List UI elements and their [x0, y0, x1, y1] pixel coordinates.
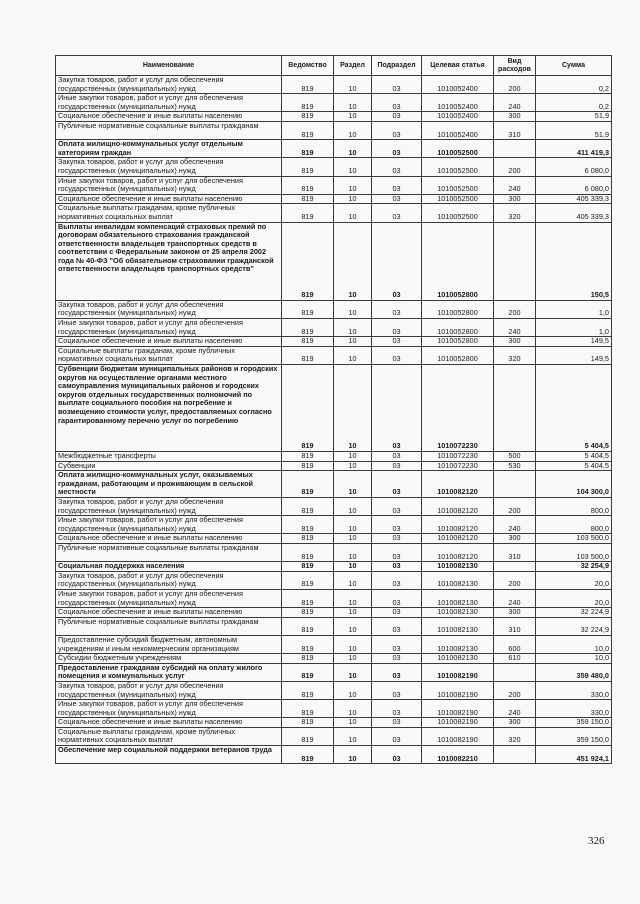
row-target-item: 1010082120	[422, 516, 494, 534]
row-sum: 5 404,5	[536, 365, 612, 452]
row-expense-type: 320	[494, 727, 536, 745]
row-sum: 1,0	[536, 300, 612, 318]
row-subsection: 03	[372, 300, 422, 318]
row-department: 819	[282, 498, 334, 516]
table-row	[56, 534, 612, 544]
row-target-item: 1010082210	[422, 746, 494, 764]
row-expense-type: 300	[494, 718, 536, 728]
row-section: 10	[334, 76, 372, 94]
row-target-item: 1010082130	[422, 617, 494, 635]
row-subsection: 03	[372, 337, 422, 347]
row-sum: 5 404,5	[536, 452, 612, 462]
row-sum: 330,0	[536, 700, 612, 718]
row-department: 819	[282, 140, 334, 158]
row-target-item: 1010052500	[422, 158, 494, 176]
row-sum: 451 924,1	[536, 746, 612, 764]
table-row	[56, 663, 612, 681]
row-department: 819	[282, 663, 334, 681]
row-target-item: 1010072230	[422, 461, 494, 471]
row-name: Закупка товаров, работ и услуг для обеспечения государственных (муниципальных) нужд	[56, 571, 282, 589]
row-sum: 103 500,0	[536, 534, 612, 544]
row-expense-type: 240	[494, 589, 536, 607]
row-name: Закупка товаров, работ и услуг для обеспечения государственных (муниципальных) нужд	[56, 498, 282, 516]
row-name: Субвенции бюджетам муниципальных районов и городских округов на осуществление органами местного самоуправления муниципальных районов и городских округов отдельных государственных полномочий по выплате социального пособия на погребение и возмещению стоимости услуг, предоставляемых согласно гарантированному перечню услуг по погребению	[56, 365, 282, 452]
row-subsection: 03	[372, 718, 422, 728]
row-sum: 0,2	[536, 76, 612, 94]
row-name: Социальное обеспечение и иные выплаты населению	[56, 608, 282, 618]
row-sum: 330,0	[536, 681, 612, 699]
row-sum: 149,5	[536, 337, 612, 347]
header-expense-type: Вид расходов	[494, 56, 536, 76]
row-section: 10	[334, 498, 372, 516]
table-row	[56, 700, 612, 718]
row-subsection: 03	[372, 589, 422, 607]
row-expense-type: 610	[494, 654, 536, 664]
row-section: 10	[334, 471, 372, 498]
table-row	[56, 461, 612, 471]
row-subsection: 03	[372, 452, 422, 462]
table-row	[56, 727, 612, 745]
row-expense-type: 200	[494, 76, 536, 94]
row-subsection: 03	[372, 121, 422, 139]
row-expense-type: 310	[494, 617, 536, 635]
row-sum: 20,0	[536, 571, 612, 589]
table-row	[56, 746, 612, 764]
row-subsection: 03	[372, 471, 422, 498]
row-section: 10	[334, 617, 372, 635]
row-target-item: 1010082130	[422, 562, 494, 572]
row-subsection: 03	[372, 746, 422, 764]
row-name: Публичные нормативные социальные выплаты гражданам	[56, 617, 282, 635]
row-subsection: 03	[372, 516, 422, 534]
row-target-item: 1010052400	[422, 94, 494, 112]
row-section: 10	[334, 461, 372, 471]
row-subsection: 03	[372, 562, 422, 572]
page-number: 326	[588, 835, 605, 847]
row-subsection: 03	[372, 365, 422, 452]
row-target-item: 1010082130	[422, 589, 494, 607]
row-sum: 103 500,0	[536, 544, 612, 562]
row-expense-type	[494, 471, 536, 498]
row-name: Оплата жилищно-коммунальных услуг, оказываемых гражданам, работающим и проживающим в сельской местности	[56, 471, 282, 498]
row-sum: 5 404,5	[536, 461, 612, 471]
row-subsection: 03	[372, 654, 422, 664]
row-department: 819	[282, 112, 334, 122]
row-sum: 800,0	[536, 498, 612, 516]
row-target-item: 1010072230	[422, 452, 494, 462]
table-row	[56, 452, 612, 462]
row-expense-type: 200	[494, 300, 536, 318]
row-expense-type: 240	[494, 176, 536, 194]
row-section: 10	[334, 158, 372, 176]
row-subsection: 03	[372, 544, 422, 562]
row-subsection: 03	[372, 346, 422, 364]
row-subsection: 03	[372, 319, 422, 337]
row-section: 10	[334, 346, 372, 364]
row-department: 819	[282, 121, 334, 139]
row-subsection: 03	[372, 222, 422, 300]
row-subsection: 03	[372, 617, 422, 635]
row-name: Социальное обеспечение и иные выплаты населению	[56, 337, 282, 347]
row-section: 10	[334, 140, 372, 158]
table-row	[56, 319, 612, 337]
table-header-row	[56, 56, 612, 76]
header-target-item: Целевая статья	[422, 56, 494, 76]
row-subsection: 03	[372, 140, 422, 158]
row-target-item: 1010072230	[422, 365, 494, 452]
row-section: 10	[334, 663, 372, 681]
row-subsection: 03	[372, 194, 422, 204]
row-expense-type: 500	[494, 452, 536, 462]
row-sum: 51,9	[536, 112, 612, 122]
row-expense-type: 300	[494, 608, 536, 618]
row-expense-type: 310	[494, 544, 536, 562]
row-section: 10	[334, 534, 372, 544]
row-department: 819	[282, 516, 334, 534]
row-target-item: 1010082190	[422, 663, 494, 681]
row-section: 10	[334, 319, 372, 337]
row-department: 819	[282, 617, 334, 635]
row-department: 819	[282, 635, 334, 653]
row-sum: 411 419,3	[536, 140, 612, 158]
row-name: Иные закупки товаров, работ и услуг для обеспечения государственных (муниципальных) нужд	[56, 176, 282, 194]
row-sum: 32 224,9	[536, 617, 612, 635]
row-target-item: 1010052500	[422, 194, 494, 204]
row-name: Социальное обеспечение и иные выплаты населению	[56, 534, 282, 544]
table-row	[56, 471, 612, 498]
row-department: 819	[282, 365, 334, 452]
row-sum: 6 080,0	[536, 176, 612, 194]
row-department: 819	[282, 700, 334, 718]
row-target-item: 1010082130	[422, 608, 494, 618]
row-sum: 800,0	[536, 516, 612, 534]
row-name: Предоставление гражданам субсидий на оплату жилого помещения и коммунальных услуг	[56, 663, 282, 681]
row-section: 10	[334, 589, 372, 607]
row-name: Социальное обеспечение и иные выплаты населению	[56, 718, 282, 728]
row-department: 819	[282, 571, 334, 589]
row-department: 819	[282, 589, 334, 607]
row-expense-type: 310	[494, 121, 536, 139]
row-sum: 20,0	[536, 589, 612, 607]
row-name: Обеспечение мер социальной поддержки ветеранов труда	[56, 746, 282, 764]
row-target-item: 1010052400	[422, 121, 494, 139]
row-target-item: 1010082130	[422, 654, 494, 664]
row-subsection: 03	[372, 461, 422, 471]
row-section: 10	[334, 176, 372, 194]
table-row	[56, 337, 612, 347]
row-name: Выплаты инвалидам компенсаций страховых премий по договорам обязательного страхования гражданской ответственности владельцев транспортных средств в соответствии с Федеральным законом от 25 апреля 2002 года № 40-ФЗ "Об обязательном страховании гражданской ответственности владельцев транспортных средств"	[56, 222, 282, 300]
row-name: Предоставление субсидий бюджетным, автономным учреждениям и иным некоммерческим организациям	[56, 635, 282, 653]
row-target-item: 1010082130	[422, 571, 494, 589]
row-section: 10	[334, 222, 372, 300]
row-sum: 51,9	[536, 121, 612, 139]
row-target-item: 1010052400	[422, 112, 494, 122]
row-subsection: 03	[372, 727, 422, 745]
row-section: 10	[334, 194, 372, 204]
row-expense-type: 240	[494, 319, 536, 337]
row-expense-type: 300	[494, 194, 536, 204]
table-row	[56, 300, 612, 318]
row-expense-type: 200	[494, 681, 536, 699]
table-row	[56, 516, 612, 534]
row-sum: 32 254,9	[536, 562, 612, 572]
row-subsection: 03	[372, 158, 422, 176]
row-name: Закупка товаров, работ и услуг для обеспечения государственных (муниципальных) нужд	[56, 76, 282, 94]
row-expense-type	[494, 222, 536, 300]
row-department: 819	[282, 94, 334, 112]
row-department: 819	[282, 471, 334, 498]
row-expense-type: 300	[494, 534, 536, 544]
row-sum: 359 150,0	[536, 718, 612, 728]
row-target-item: 1010052800	[422, 319, 494, 337]
row-name: Иные закупки товаров, работ и услуг для обеспечения государственных (муниципальных) нужд	[56, 589, 282, 607]
row-department: 819	[282, 718, 334, 728]
row-subsection: 03	[372, 498, 422, 516]
row-expense-type: 240	[494, 700, 536, 718]
row-section: 10	[334, 452, 372, 462]
row-department: 819	[282, 319, 334, 337]
row-department: 819	[282, 746, 334, 764]
table-row	[56, 346, 612, 364]
row-subsection: 03	[372, 112, 422, 122]
row-section: 10	[334, 112, 372, 122]
row-name: Публичные нормативные социальные выплаты гражданам	[56, 121, 282, 139]
row-expense-type: 200	[494, 571, 536, 589]
row-target-item: 1010052500	[422, 176, 494, 194]
table-row	[56, 635, 612, 653]
row-target-item: 1010082120	[422, 534, 494, 544]
row-target-item: 1010082190	[422, 700, 494, 718]
row-expense-type: 530	[494, 461, 536, 471]
row-section: 10	[334, 562, 372, 572]
row-department: 819	[282, 461, 334, 471]
row-section: 10	[334, 654, 372, 664]
table-row	[56, 544, 612, 562]
row-subsection: 03	[372, 571, 422, 589]
row-subsection: 03	[372, 204, 422, 222]
row-expense-type	[494, 663, 536, 681]
row-section: 10	[334, 608, 372, 618]
table-row	[56, 617, 612, 635]
row-expense-type: 240	[494, 516, 536, 534]
row-name: Социальные выплаты гражданам, кроме публичных нормативных социальных выплат	[56, 727, 282, 745]
row-section: 10	[334, 571, 372, 589]
row-department: 819	[282, 544, 334, 562]
row-section: 10	[334, 204, 372, 222]
row-subsection: 03	[372, 176, 422, 194]
row-sum: 6 080,0	[536, 158, 612, 176]
row-name: Межбюджетные трансферты	[56, 452, 282, 462]
row-sum: 359 480,0	[536, 663, 612, 681]
table-row	[56, 681, 612, 699]
row-section: 10	[334, 337, 372, 347]
row-name: Закупка товаров, работ и услуг для обеспечения государственных (муниципальных) нужд	[56, 300, 282, 318]
row-department: 819	[282, 562, 334, 572]
row-section: 10	[334, 300, 372, 318]
row-expense-type	[494, 562, 536, 572]
row-subsection: 03	[372, 700, 422, 718]
row-sum: 10,0	[536, 654, 612, 664]
table-row	[56, 571, 612, 589]
row-target-item: 1010082190	[422, 681, 494, 699]
row-target-item: 1010052800	[422, 337, 494, 347]
row-subsection: 03	[372, 663, 422, 681]
row-name: Иные закупки товаров, работ и услуг для обеспечения государственных (муниципальных) нужд	[56, 700, 282, 718]
row-department: 819	[282, 337, 334, 347]
table-row	[56, 140, 612, 158]
row-subsection: 03	[372, 608, 422, 618]
row-expense-type: 320	[494, 204, 536, 222]
row-name: Социальное обеспечение и иные выплаты населению	[56, 112, 282, 122]
row-department: 819	[282, 654, 334, 664]
row-sum: 150,5	[536, 222, 612, 300]
row-name: Публичные нормативные социальные выплаты гражданам	[56, 544, 282, 562]
table-row	[56, 498, 612, 516]
table-row	[56, 608, 612, 618]
header-subsection: Подраздел	[372, 56, 422, 76]
row-expense-type: 240	[494, 94, 536, 112]
row-target-item: 1010082120	[422, 498, 494, 516]
row-section: 10	[334, 121, 372, 139]
row-sum: 149,5	[536, 346, 612, 364]
row-sum: 359 150,0	[536, 727, 612, 745]
row-target-item: 1010052400	[422, 76, 494, 94]
row-department: 819	[282, 76, 334, 94]
row-name: Оплата жилищно-коммунальных услуг отдельным категориям граждан	[56, 140, 282, 158]
table-row	[56, 121, 612, 139]
row-section: 10	[334, 718, 372, 728]
row-target-item: 1010082190	[422, 718, 494, 728]
row-section: 10	[334, 544, 372, 562]
table-row	[56, 112, 612, 122]
row-target-item: 1010052800	[422, 300, 494, 318]
row-sum: 10,0	[536, 635, 612, 653]
table-row	[56, 176, 612, 194]
row-name: Иные закупки товаров, работ и услуг для обеспечения государственных (муниципальных) нужд	[56, 94, 282, 112]
row-subsection: 03	[372, 635, 422, 653]
row-department: 819	[282, 194, 334, 204]
row-department: 819	[282, 158, 334, 176]
row-target-item: 1010052500	[422, 204, 494, 222]
table-body	[56, 76, 612, 764]
row-section: 10	[334, 94, 372, 112]
row-target-item: 1010052800	[422, 222, 494, 300]
row-section: 10	[334, 746, 372, 764]
table-row	[56, 76, 612, 94]
row-target-item: 1010082120	[422, 544, 494, 562]
row-expense-type: 320	[494, 346, 536, 364]
table-row	[56, 204, 612, 222]
row-target-item: 1010082190	[422, 727, 494, 745]
row-name: Социальные выплаты гражданам, кроме публичных нормативных социальных выплат	[56, 346, 282, 364]
row-section: 10	[334, 700, 372, 718]
row-department: 819	[282, 176, 334, 194]
table-row	[56, 194, 612, 204]
row-department: 819	[282, 608, 334, 618]
row-name: Субвенции	[56, 461, 282, 471]
row-target-item: 1010052800	[422, 346, 494, 364]
row-expense-type: 200	[494, 158, 536, 176]
row-name: Социальные выплаты гражданам, кроме публичных нормативных социальных выплат	[56, 204, 282, 222]
row-name: Социальное обеспечение и иные выплаты населению	[56, 194, 282, 204]
row-name: Закупка товаров, работ и услуг для обеспечения государственных (муниципальных) нужд	[56, 158, 282, 176]
row-subsection: 03	[372, 76, 422, 94]
row-expense-type: 200	[494, 498, 536, 516]
row-department: 819	[282, 681, 334, 699]
table-row	[56, 158, 612, 176]
table-row	[56, 654, 612, 664]
row-expense-type: 300	[494, 112, 536, 122]
row-target-item: 1010082120	[422, 471, 494, 498]
row-sum: 32 224,9	[536, 608, 612, 618]
row-sum: 0,2	[536, 94, 612, 112]
row-section: 10	[334, 727, 372, 745]
row-target-item: 1010082130	[422, 635, 494, 653]
row-department: 819	[282, 727, 334, 745]
table-row	[56, 718, 612, 728]
row-sum: 405 339,3	[536, 194, 612, 204]
row-section: 10	[334, 681, 372, 699]
row-department: 819	[282, 204, 334, 222]
row-expense-type	[494, 140, 536, 158]
row-sum: 405 339,3	[536, 204, 612, 222]
row-department: 819	[282, 300, 334, 318]
row-name: Иные закупки товаров, работ и услуг для обеспечения государственных (муниципальных) нужд	[56, 319, 282, 337]
row-section: 10	[334, 365, 372, 452]
table-row	[56, 589, 612, 607]
row-expense-type	[494, 365, 536, 452]
table-row	[56, 365, 612, 452]
header-department: Ведомство	[282, 56, 334, 76]
header-name: Наименование	[56, 56, 282, 76]
row-department: 819	[282, 346, 334, 364]
header-section: Раздел	[334, 56, 372, 76]
row-expense-type	[494, 746, 536, 764]
row-name: Субсидии бюджетным учреждениям	[56, 654, 282, 664]
header-sum: Сумма	[536, 56, 612, 76]
row-name: Иные закупки товаров, работ и услуг для обеспечения государственных (муниципальных) нужд	[56, 516, 282, 534]
row-subsection: 03	[372, 681, 422, 699]
row-section: 10	[334, 635, 372, 653]
row-department: 819	[282, 452, 334, 462]
row-subsection: 03	[372, 534, 422, 544]
row-name: Социальная поддержка населения	[56, 562, 282, 572]
budget-table	[55, 55, 612, 764]
row-expense-type: 300	[494, 337, 536, 347]
table-row	[56, 94, 612, 112]
row-section: 10	[334, 516, 372, 534]
row-department: 819	[282, 534, 334, 544]
table-row	[56, 222, 612, 300]
row-name: Закупка товаров, работ и услуг для обеспечения государственных (муниципальных) нужд	[56, 681, 282, 699]
row-sum: 104 300,0	[536, 471, 612, 498]
row-subsection: 03	[372, 94, 422, 112]
table-row	[56, 562, 612, 572]
row-expense-type: 600	[494, 635, 536, 653]
row-sum: 1,0	[536, 319, 612, 337]
row-target-item: 1010052500	[422, 140, 494, 158]
row-department: 819	[282, 222, 334, 300]
